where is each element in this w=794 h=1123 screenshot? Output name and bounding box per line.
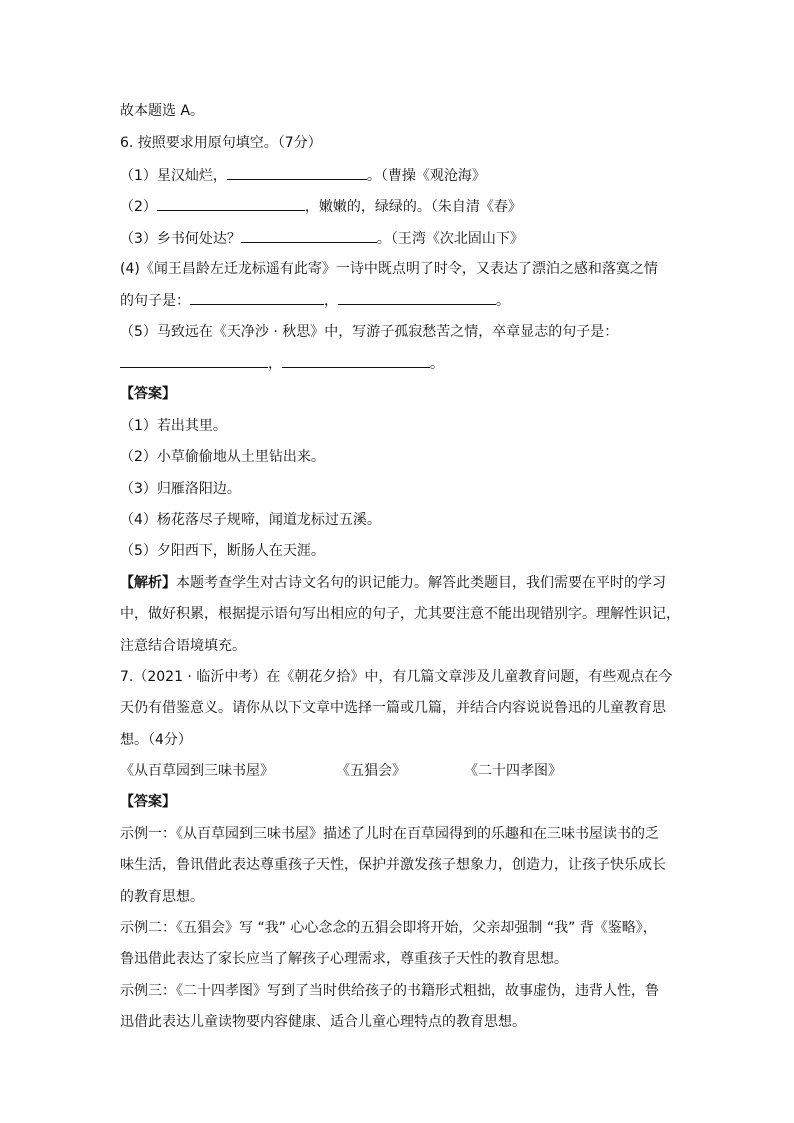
example-1-line-3 bbox=[120, 887, 204, 907]
text: （5）夕阳西下，断肠人在天涯。 bbox=[120, 543, 325, 559]
answer-3 bbox=[120, 479, 241, 499]
text: 示例二：《五猖会》写 “我” 心心念念的五猖会即将开始，父亲却强制 “我” 背《鉴略》， bbox=[120, 920, 657, 936]
text: 迅借此表达儿童读物要内容健康、适合儿童心理特点的教育思想。 bbox=[120, 1014, 526, 1030]
fill-blank bbox=[120, 353, 268, 368]
example-3-line-1 bbox=[120, 981, 659, 1001]
text: 的教育思想。 bbox=[120, 889, 204, 905]
text: (4)《闻王昌龄左迁龙标遥有此寄》一诗中既点明了时令，又表达了漂泊之感和落寞之情 bbox=[120, 261, 658, 277]
text: ， bbox=[324, 293, 338, 309]
answer-heading-2 bbox=[120, 792, 176, 812]
text: 本题考查学生对古诗文名句的识记能力。解答此类题目，我们需要在平时的学习 bbox=[176, 575, 666, 591]
text: 鲁迅借此表达了家长应当了解孩子心理需求，尊重孩子天性的教育思想。 bbox=[120, 951, 568, 967]
conclusion-line bbox=[120, 101, 204, 121]
answer-5 bbox=[120, 541, 325, 561]
text: 的句子是： bbox=[120, 293, 190, 309]
text: ， bbox=[268, 356, 282, 372]
text: 。（曹操《观沧海》 bbox=[366, 168, 486, 184]
text: 6. 按照要求用原句填空。（7分） bbox=[120, 135, 322, 151]
analysis-label: 【解析】 bbox=[120, 575, 176, 591]
example-2-line-2 bbox=[120, 949, 568, 969]
text: 示例三：《二十四孝图》写到了当时供给孩子的书籍形式粗拙，故事虚伪，违背人性，鲁 bbox=[120, 983, 659, 999]
question-6-item-5 bbox=[120, 322, 618, 342]
question-6-item-3 bbox=[120, 228, 524, 249]
text: 味生活，鲁讯借此表达尊重孩子天性，保护并激发孩子想象力，创造力，让孩子快乐成长 bbox=[120, 857, 666, 873]
text: 中，做好积累，根据提示语句写出相应的句子，尤其要注意不能出现错别字。理解性识记， bbox=[120, 606, 680, 622]
analysis-line-1 bbox=[120, 573, 666, 593]
question-7-line-3 bbox=[120, 730, 192, 750]
text: （1）星汉灿烂， bbox=[120, 168, 227, 184]
fill-blank bbox=[190, 290, 324, 305]
example-1-line-1 bbox=[120, 824, 659, 844]
answer-2 bbox=[120, 447, 325, 467]
question-6-item-5-continued bbox=[120, 353, 444, 374]
text: 。 bbox=[496, 293, 510, 309]
text: （2） bbox=[120, 199, 157, 215]
text: 【答案】 bbox=[120, 386, 176, 402]
text: （3）乡书何处达？ bbox=[120, 231, 241, 247]
fill-blank bbox=[227, 165, 367, 180]
text: 故本题选 A。 bbox=[120, 103, 205, 119]
fill-blank bbox=[282, 353, 430, 368]
analysis-line-2 bbox=[120, 604, 680, 624]
option-1: 《从百草园到三味书屋》 bbox=[120, 763, 274, 779]
text: 注意结合语境填充。 bbox=[120, 638, 246, 654]
text: 示例一：《从百草园到三味书屋》描述了儿时在百草园得到的乐趣和在三味书屋读书的乏 bbox=[120, 826, 659, 842]
text: ，嫩嫩的，绿绿的。（朱自清《春》 bbox=[304, 199, 522, 215]
fill-blank bbox=[157, 196, 305, 211]
text: （5）马致远在《天净沙 · 秋思》中，写游子孤寂愁苦之情，卒章显志的句子是： bbox=[120, 324, 619, 340]
text: （1）若出其里。 bbox=[120, 418, 227, 434]
fill-blank bbox=[338, 290, 496, 305]
question-7-line-2 bbox=[120, 698, 666, 718]
text: 【答案】 bbox=[120, 794, 176, 810]
text: 。（王湾《次北固山下》 bbox=[376, 231, 524, 247]
example-2-line-1 bbox=[120, 918, 657, 938]
text: （4）杨花落尽子规啼，闻道龙标过五溪。 bbox=[120, 512, 381, 528]
analysis-line-3 bbox=[120, 636, 246, 656]
question-6-heading bbox=[120, 133, 322, 153]
option-3: 《二十四孝图》 bbox=[464, 763, 562, 779]
text: 。 bbox=[430, 356, 444, 372]
fill-blank bbox=[241, 228, 377, 243]
text: （2）小草偷偷地从土里钻出来。 bbox=[120, 449, 325, 465]
question-6-item-1 bbox=[120, 165, 486, 186]
text: （3）归雁洛阳边。 bbox=[120, 481, 241, 497]
text: 想。（4分） bbox=[120, 732, 192, 748]
answer-1 bbox=[120, 416, 227, 436]
question-6-item-4 bbox=[120, 259, 658, 279]
question-7-options bbox=[120, 761, 562, 781]
text: 7.（2021 · 临沂中考）在《朝花夕拾》中，有几篇文章涉及儿童教育问题，有些观点在今 bbox=[120, 669, 673, 685]
answer-heading bbox=[120, 384, 176, 404]
question-6-item-4-continued bbox=[120, 290, 510, 311]
text: 天仍有借鉴意义。请你从以下文章中选择一篇或几篇，并结合内容说说鲁迅的儿童教育思 bbox=[120, 700, 666, 716]
question-6-item-2 bbox=[120, 196, 522, 217]
answer-4 bbox=[120, 510, 381, 530]
example-3-line-2 bbox=[120, 1012, 526, 1032]
option-2: 《五猖会》 bbox=[336, 763, 406, 779]
example-1-line-2 bbox=[120, 855, 666, 875]
question-7-line-1 bbox=[120, 667, 672, 687]
